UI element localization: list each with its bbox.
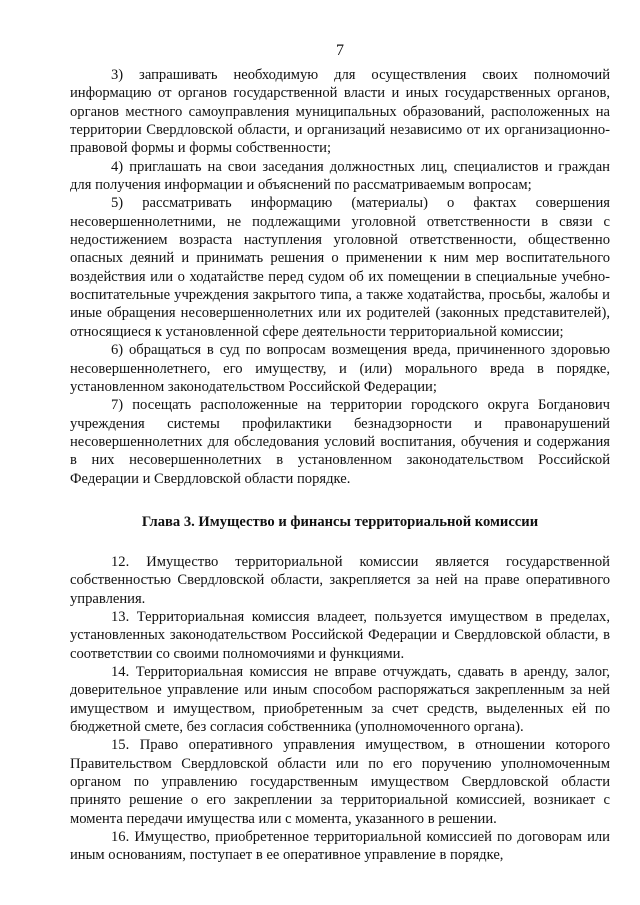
- paragraph-item-3: 3) запрашивать необходимую для осуществления своих полномочий информацию от органов государственной власти и иных государственных органов, органов местного самоуправления муниципальных образований, расположенных на территории Свердловской области, и организаций независимо от их организационно-правовой формы и формы собственности;: [70, 67, 610, 157]
- chapter-title: Глава 3. Имущество и финансы территориальной комиссии: [141, 513, 539, 530]
- paragraph-item-7: 7) посещать расположенные на территории городского округа Богданович учреждения системы профилактики безнадзорности и правонарушений несовершеннолетних для обследования условий воспитания, обучения и содержания в них несовершеннолетних в установленном законодательством Российской Федерации и Свердловской области порядке.: [70, 397, 610, 487]
- paragraph-item-6: 6) обращаться в суд по вопросам возмещения вреда, причиненного здоровью несовершеннолетнего, его имуществу, и (или) морального вреда в порядке, установленном законодательством Российской Федерации;: [70, 342, 610, 395]
- document-page: [70, 0, 610, 905]
- page-number: 7: [336, 42, 344, 59]
- paragraph-clause-14: 14. Территориальная комиссия не вправе отчуждать, сдавать в аренду, залог, доверительное управление или иным способом распоряжаться закрепленным за ней имуществом и имуществом, приобретенным за счет средств, выделенных ей по бюджетной смете, без согласия собственника (уполномоченного органа).: [70, 663, 610, 735]
- paragraph-clause-13: 13. Территориальная комиссия владеет, пользуется имуществом в пределах, установленных законодательством Российской Федерации и Свердловской области, в соответствии со своими полномочиями и функциями.: [70, 608, 610, 662]
- paragraph-item-4: 4) приглашать на свои заседания должностных лиц, специалистов и граждан для получения информации и объяснений по рассматриваемым вопросам;: [70, 158, 610, 194]
- document-body: [70, 66, 610, 865]
- paragraph-clause-15: 15. Право оперативного управления имуществом, в отношении которого Правительством Свердловской области или по его поручению уполномоченным органом по управлению государственным имуществом Свердловской области принято решение о его закреплении за территориальной комиссией, возникает с момента передачи имущества или с момента, указанного в решении.: [70, 737, 610, 827]
- paragraph-clause-12: 12. Имущество территориальной комиссии является государственной собственностью Свердловской области, закрепляется за ней на праве оперативного управления.: [70, 553, 610, 607]
- paragraph-item-5: 5) рассматривать информацию (материалы) о фактах совершения несовершеннолетними, не подлежащими уголовной ответственности в связи с недостижением возраста наступления уголовной ответственности, общественно опасных деяний и принимать решения о применении к ним мер воспитательного воздействия или о ходатайстве перед судом об их помещении в специальные учебно-воспитательные учреждения закрытого типа, а также ходатайства, просьбы, жалобы и иные обращения несовершеннолетних или их родителей (законных представителей), относящиеся к установленной сфере деятельности территориальной комиссии;: [70, 195, 610, 340]
- paragraph-clause-16: 16. Имущество, приобретенное территориальной комиссией по договорам или иным основаниям, поступает в ее оперативное управление в порядке,: [70, 829, 610, 864]
